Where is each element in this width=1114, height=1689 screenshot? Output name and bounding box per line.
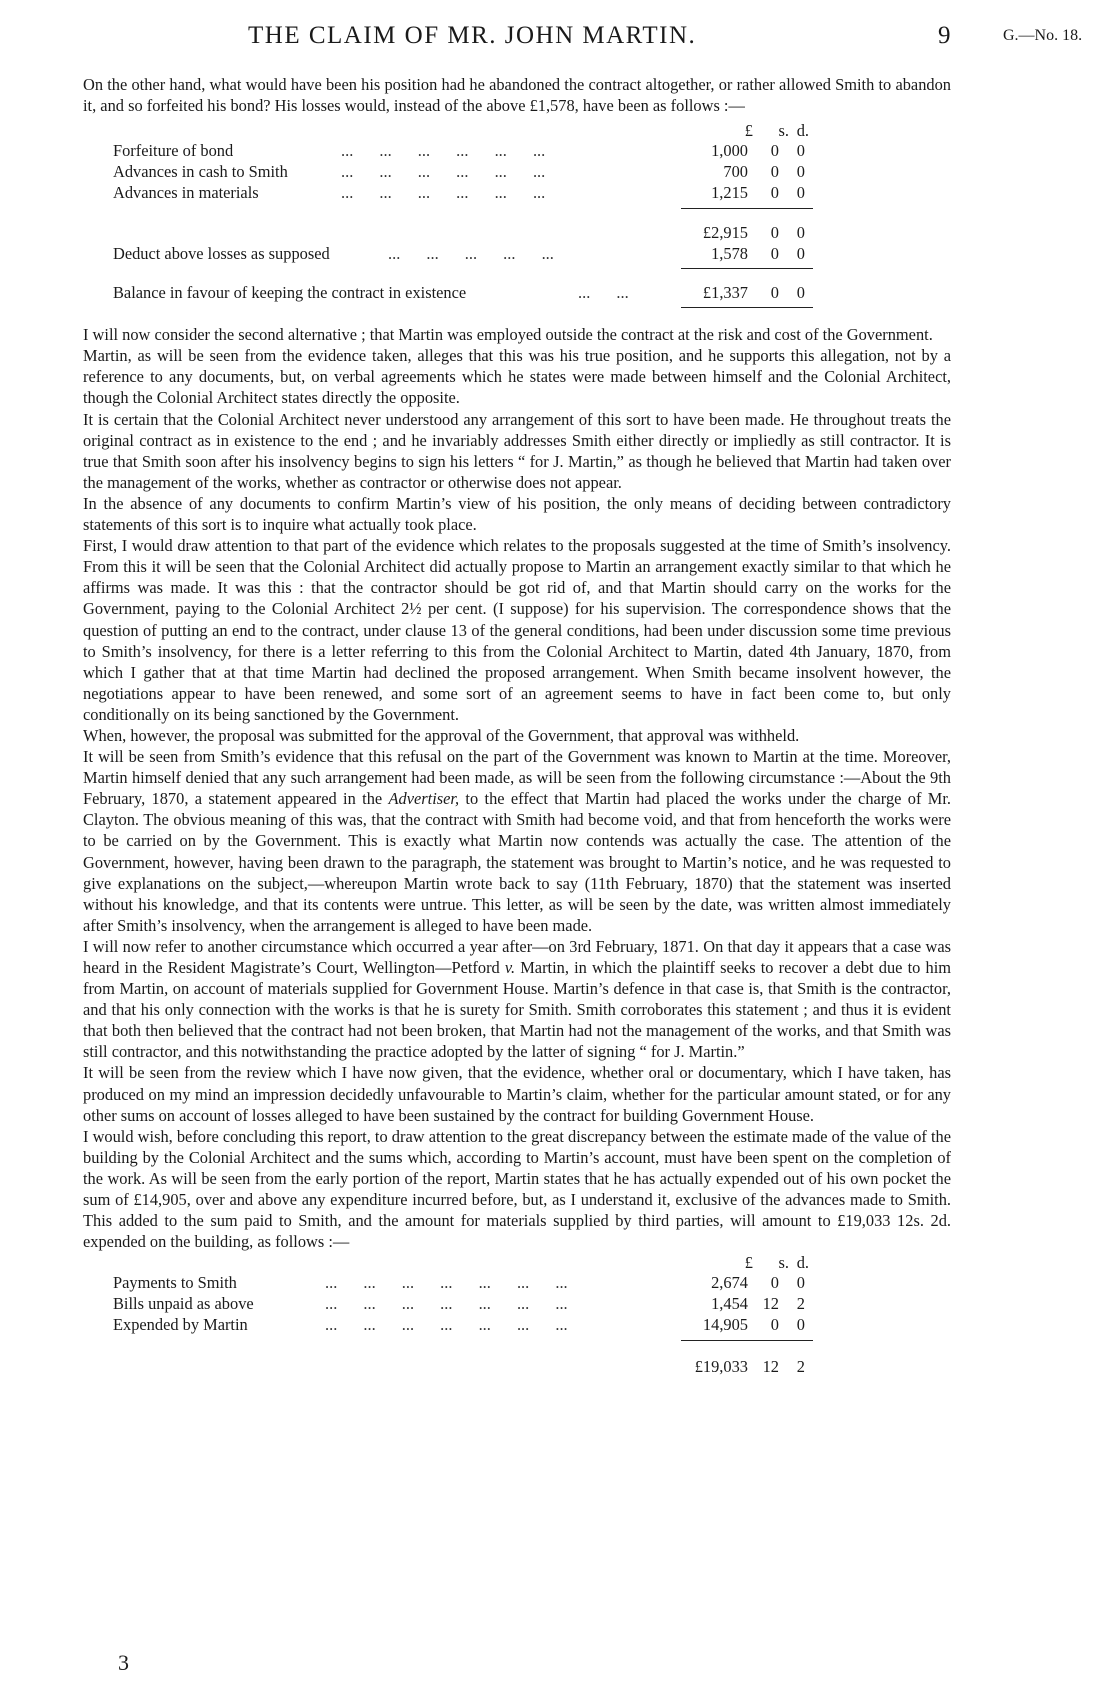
table-header-row: £ s. d. — [744, 1253, 809, 1273]
paragraph: I will now consider the second alternative ; that Martin was employed outside the contract at the risk and cost of the Government. — [83, 325, 933, 345]
table-header-row — [83, 120, 951, 141]
running-title: THE CLAIM OF MR. JOHN MARTIN. — [248, 22, 697, 49]
paragraph: It will be seen from the review which I have now given, that the evidence, whether oral or documentary, which I have taken, has produced on my mind an impression decidedly unfavourable to Martin’s claim, whether for the particular amount stated, or for any other sums on account of losses alleged to have been sustained by the contract for building Government House. — [83, 1063, 951, 1125]
table-row: Payments to Smith ... ... ... ... ... ... ... 2,674 0 0 — [113, 1273, 805, 1293]
col-pounds: £ — [744, 121, 753, 141]
col-shillings: s. — [778, 121, 789, 141]
table-row: Advances in materials ... ... ... ... ... ... 1,215 0 0 — [113, 183, 805, 203]
paragraph: I would wish, before concluding this report, to draw attention to the great discrepancy between the estimate made of the value of the building by the Colonial Architect and the sums which, according to Martin’s account, must have been spent on the completion of the work. As will be seen from the early portion of the report, Martin states that he has actually expended out of his own pocket the sum of £14,905, over and above any expenditure incurred before, but, as I understand it, exclusive of the advances made to Smith. This added to the sum paid to Smith, and the amount for materials supplied by third parties, will amount to £19,033 12s. 2d. expended on the building, as follows :— — [83, 1126, 951, 1252]
balance-row: Balance in favour of keeping the contract in existence ... ... £1,337 0 0 — [113, 283, 805, 303]
report-body — [83, 74, 951, 1388]
paragraph: On the other hand, what would have been his position had he abandoned the contract altogether, or rather allowed Smith to abandon it, and so forfeited his bond? His losses would, instead of the above £1,578, have been as follows :— — [83, 75, 951, 116]
subtotal-row: £2,915 0 0 — [702, 223, 805, 243]
table-row: Expended by Martin ... ... ... ... ... ... ... 14,905 0 0 — [113, 1315, 805, 1335]
newspaper-title: Advertiser, — [388, 789, 460, 809]
paragraph: In the absence of any documents to confirm Martin’s view of his position, the only means of deciding between contradictory statements of this sort is to inquire what actually took place. — [83, 493, 951, 535]
table-row: Bills unpaid as above ... ... ... ... ... ... ... 1,454 12 2 — [113, 1294, 805, 1314]
expenditure-account-table — [83, 1252, 951, 1382]
sum-rule — [681, 268, 813, 269]
sum-rule — [681, 1340, 813, 1341]
page-header — [0, 20, 1114, 50]
deduct-row: Deduct above losses as supposed ... ... ... ... ... 1,578 0 0 — [113, 244, 805, 264]
page-number: 9 — [938, 22, 951, 49]
paragraph: Martin, as will be seen from the evidence taken, alleges that this was his true position, and he supports this allegation, not by a reference to any documents, but, on verbal agreements which he states were made between himself and the Colonial Architect, though the Colonial Architect states directly the opposite. — [83, 346, 951, 408]
losses-account-table — [83, 120, 951, 310]
paragraph: When, however, the proposal was submitted for the approval of the Government, that approval was withheld. — [83, 725, 800, 745]
col-pence: d. — [796, 121, 809, 141]
table-row: Advances in cash to Smith ... ... ... ... ... ... 700 0 0 — [113, 162, 805, 182]
signature-mark: 3 — [118, 1650, 129, 1675]
paragraph: It is certain that the Colonial Architect never understood any arrangement of this sort to have been made. He throughout treats the original contract as in existence to the end ; and he invariably addresses Smith either directly or impliedly as still contractor. It is true that Smith soon after his insolvency begins to sign his letters “ for J. Martin,” as though he believed that Martin had taken over the management of the works, whether as contractor or otherwise does not appear. — [83, 409, 951, 492]
table-row: Forfeiture of bond ... ... ... ... ... ... 1,000 0 0 — [113, 141, 805, 161]
sum-rule — [681, 208, 813, 209]
document-reference: G.—No. 18. — [1003, 27, 1083, 44]
total-rule — [681, 307, 813, 308]
total-row: £19,033 12 2 — [694, 1357, 805, 1377]
paragraph: I will now refer to another circumstance which occurred a year after—on 3rd February, 1871. On that day it appears that a case was heard in the Resident Magistrate’s Court, Wellington—Petford v. Martin, in which the plaintiff seeks to recover a debt due to him from Martin, on account of materials supplied for Government House. Martin’s defence in that case is, that Smith is the contractor, and that his only connection with the works is that he is surety for Smith. Smith corroborates this statement ; and thus it is evident that both then believed that the contract had not been broken, that Martin had not the management of the works, and that Smith was still contractor, and this notwithstanding the practice adopted by the latter of signing “ for J. Martin.” — [83, 936, 951, 1062]
paragraph: First, I would draw attention to that part of the evidence which relates to the proposals suggested at the time of Smith’s insolvency. From this it will be seen that the Colonial Architect did actually propose to Martin an arrangement exactly similar to that which he affirms was made. It was this : that the contractor should be got rid of, and that Martin should carry on the works for the Government, paying to the Colonial Architect 2½ per cent. (I suppose) for his supervision. The correspondence shows that the question of putting an end to the contract, under clause 13 of the general conditions, had been under discussion some time previous to Smith’s insolvency, for there is a letter referring to this from the Colonial Architect to Martin, dated 4th January, 1870, from which I gather that at that time Martin had declined the proposed arrangement. When Smith became insolvent however, the negotiations appear to have been renewed, and some sort of an agreement seems to have in fact been come to, but only conditionally on its being sanctioned by the Government. — [83, 536, 951, 724]
paragraph: It will be seen from Smith’s evidence that this refusal on the part of the Government was known to Martin at the time. Moreover, Martin himself denied that any such arrangement had been made, as will be seen from the following circumstance :—About the 9th February, 1870, a statement appeared in the Advertiser, to the effect that Martin had placed the works under the charge of Mr. Clayton. The obvious meaning of this was, that the contract with Smith had become void, and that from henceforth the works were to be carried on by the Government. This is exactly what Martin now contends was actually the case. The attention of the Government, however, having been drawn to the paragraph, the statement was brought to Martin’s notice, and he was requested to give explanations on the subject,—whereupon Martin wrote back to say (11th February, 1870) that the statement was inserted without his knowledge, and that its contents were untrue. This letter, as will be seen by the date, was written almost immediately after Smith’s insolvency, when the arrangement is alleged to have been made. — [83, 747, 952, 935]
